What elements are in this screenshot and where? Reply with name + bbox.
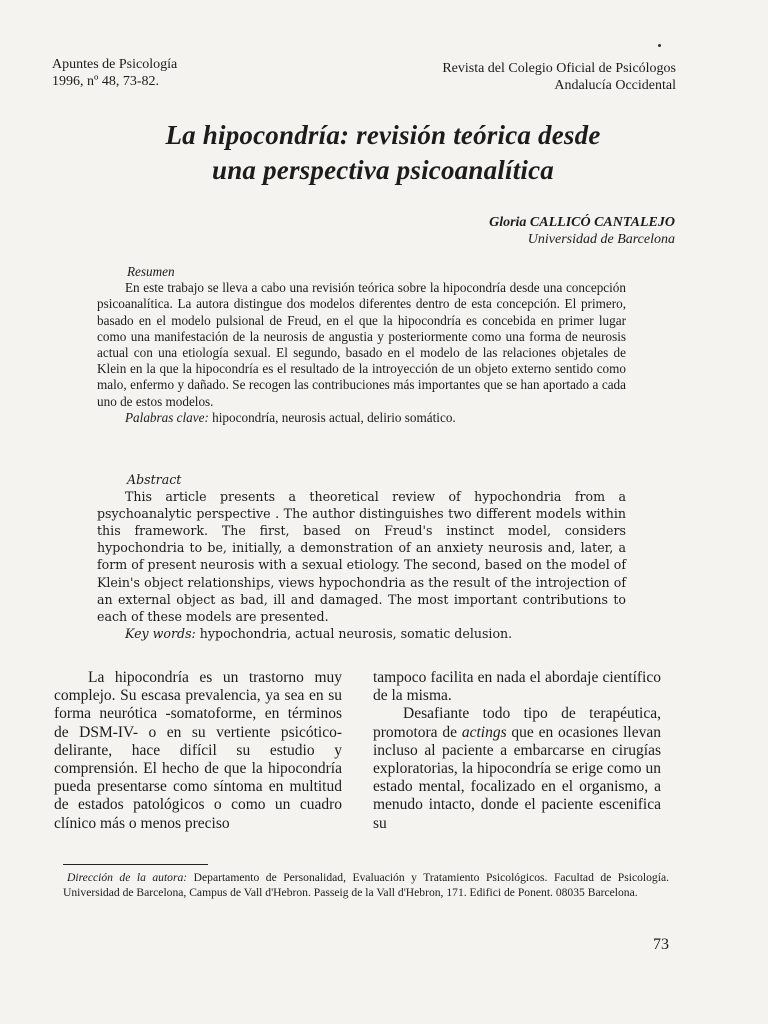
resumen-keywords-label: Palabras clave: — [125, 409, 209, 425]
body-paragraph-1: La hipocondría es un trastorno muy complejo. Su escasa prevalencia, ya sea en su forma neurótica -somatoforme, en términos de DSM-IV- o en su vertiente psicótico-delirante, hace difícil su estudio y comprensión. El hecho de que la hipocondría pueda presentarse como síntoma en multitud de estados patológicos o como un cuadro clínico más o menos preciso — [54, 669, 342, 832]
author-affiliation: Universidad de Barcelona — [527, 232, 675, 247]
publisher-line-2: Andalucía Occidental — [554, 78, 676, 93]
title-line-1: La hipocondría: revisión teórica desde — [165, 120, 601, 150]
resumen-keywords-text: hipocondría, neurosis actual, delirio somático. — [208, 409, 456, 425]
body-paragraph-2-emphasis: actings — [461, 723, 507, 741]
resumen-keywords — [97, 410, 626, 426]
journal-issue: 1996, nº 48, 73-82. — [52, 74, 160, 89]
publisher-line-1: Revista del Colegio Oficial de Psicólogos — [442, 61, 676, 76]
author-address-footnote — [63, 870, 669, 901]
resumen-heading: Resumen — [127, 264, 175, 279]
resumen-section — [97, 264, 626, 426]
abstract-heading: Abstract — [127, 472, 182, 487]
footnote-text: Departamento de Personalidad, Evaluación y Tratamiento Psicológicos. Facultad de Psicología. Universidad de Barcelona, Campus de Vall d'Hebron. Passeig de la Vall d'Hebron, 171. Edifici de Ponent. 08035 Barcelona. — [63, 871, 669, 900]
abstract-keywords — [97, 625, 626, 642]
body-column-right — [373, 669, 661, 833]
journal-name: Apuntes de Psicología — [52, 57, 178, 72]
publisher-info — [442, 60, 676, 94]
body-paragraph-2-start: Desafiante todo tipo de terapéutica, promotora de — [373, 705, 661, 741]
title-line-2: una perspectiva psicoanalítica — [212, 155, 554, 185]
author-name: Gloria CALLICÓ CANTALEJO — [489, 215, 675, 230]
resumen-body: En este trabajo se lleva a cabo una revisión teórica sobre la hipocondría desde una concepción psicoanalítica. La autora distingue dos modelos diferentes dentro de esta concepción. El primero, basado en el modelo pulsional de Freud, en el que la hipocondría es concebida en primer lugar como una manifestación de la neurosis de angustia y posteriormente como una forma de neurosis actual con una etiología sexual. El segundo, basado en el modelo de las relaciones objetales de Klein en la que la hipocondría es el resultado de la introyección de un objeto externo sentido como malo, enfermo y dañado. Se recogen las contribuciones más importantes que se han aportado a cada uno de estos modelos. — [97, 280, 626, 409]
journal-citation — [52, 56, 177, 90]
scan-speck — [658, 44, 661, 47]
footnote-rule — [63, 864, 208, 865]
body-paragraph-continued: tampoco facilita en nada el abordaje científico de la misma. — [373, 669, 661, 705]
page-number: 73 — [653, 936, 669, 953]
body-column-left — [54, 669, 342, 833]
footnote-label: Dirección de la autora: — [67, 871, 188, 884]
body-paragraph-2-end: que en ocasiones llevan incluso al paciente a embarcarse en cirugías exploratorias, la hipocondría se erige como un estado mental, focalizado en el organismo, a menudo intacto, donde el paciente escenifica su — [373, 723, 661, 832]
abstract-section — [97, 471, 626, 642]
body-paragraph-2 — [373, 705, 661, 832]
abstract-keywords-label: Key words: — [125, 625, 196, 641]
author-block — [489, 214, 675, 248]
article-title — [60, 118, 706, 188]
abstract-body: This article presents a theoretical review of hypochondria from a psychoanalytic perspective . The author distinguishes two different models within this framework. The first, based on Freud's instinct model, considers hypochondria to be, initially, a demonstration of an anxiety neurosis and, later, a form of present neurosis with a sexual etiology. The second, based on the model of Klein's object relationships, views hypochondria as the result of the introjection of an external object as bad, ill and damaged. The most important contributions to each of these models are presented. — [97, 489, 626, 624]
abstract-keywords-text: hypochondria, actual neurosis, somatic delusion. — [195, 625, 513, 641]
